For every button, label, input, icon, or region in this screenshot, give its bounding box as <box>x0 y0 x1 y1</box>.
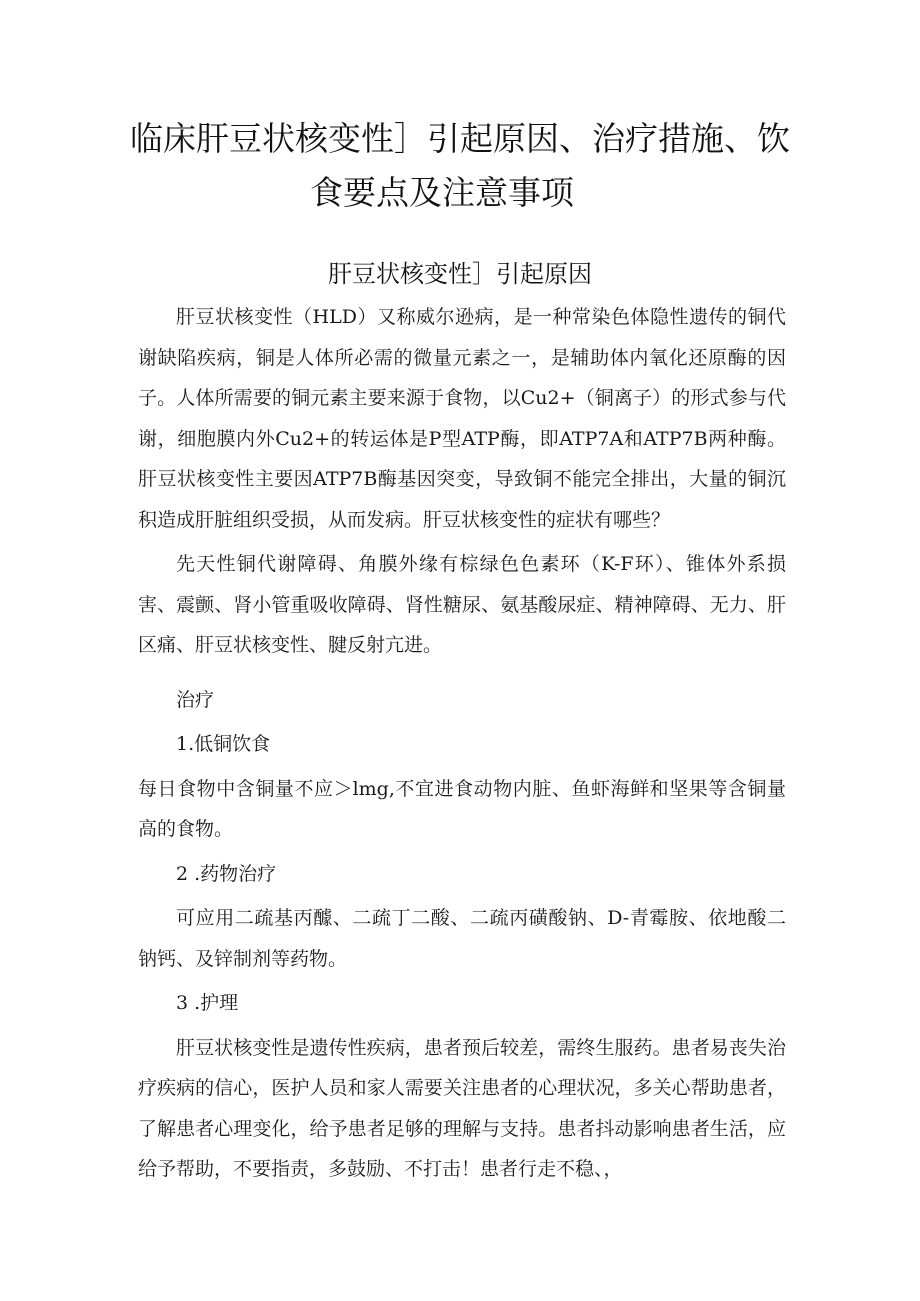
heading-treatment: 治疗 <box>176 688 215 711</box>
paragraph-causes: 肝豆状核变性（HLD）又称威尔逊病，是一种常染色体隐性遗传的铜代谢缺陷疾病，铜是人体所必需的微量元素之一，是辅助体内氧化还原酶的因子。人体所需要的铜元素主要来源于食物，以Cu2+（铜离子）的形式参与代谢，细胞膜内外Cu2+的转运体是P型ATP酶，即ATP7A和ATP7B两种酶。肝豆状核变性主要因ATP7B酶基因突变，导致铜不能完全排出，大量的铜沉积造成肝脏组织受损，从而发病。肝豆状核变性的症状有哪些？ <box>138 306 786 531</box>
document-title-line-1: 临床肝豆状核变性］引起原因、治疗措施、饮 <box>130 119 790 158</box>
document-title <box>130 112 810 220</box>
document-title-line-2: 食要点及注意事项 <box>310 173 574 212</box>
paragraph-low-copper-diet: 每日食物中含铜量不应＞lmg,不宜进食动物内脏、鱼虾海鲜和坚果等含铜量高的食物。 <box>138 777 786 840</box>
paragraph-nursing: 肝豆状核变性是遗传性疾病，患者预后较差，需终生服药。患者易丧失治疗疾病的信心，医护人员和家人需要关注患者的心理状况，多关心帮助患者，了解患者心理变化，给予患者足够的理解与支持。患者抖动影响患者生活，应给予帮助，不要指责，多鼓励、不打击！患者行走不稳、， <box>138 1036 786 1180</box>
heading-nursing: 3 .护理 <box>176 992 239 1014</box>
document-body <box>138 297 786 1190</box>
paragraph-symptoms: 先天性铜代谢障碍、角膜外缘有棕绿色色素环（K-F环）、锥体外系损害、震颤、肾小管重吸收障碍、肾性糖尿、氨基酸尿症、精神障碍、无力、肝区痛、肝豆状核变性、腱反射亢进。 <box>138 553 786 656</box>
heading-low-copper-diet: 1.低铜饮食 <box>176 733 271 755</box>
section-heading-causes: 肝豆状核变性］引起原因 <box>328 260 592 288</box>
paragraph-drug-therapy: 可应用二疏基丙醵、二疏丁二酸、二疏丙磺酸钠、D-青霉胺、依地酸二钠钙、及锌制剂等药物。 <box>138 907 786 970</box>
heading-drug-therapy: 2 .药物治疗 <box>176 862 277 885</box>
